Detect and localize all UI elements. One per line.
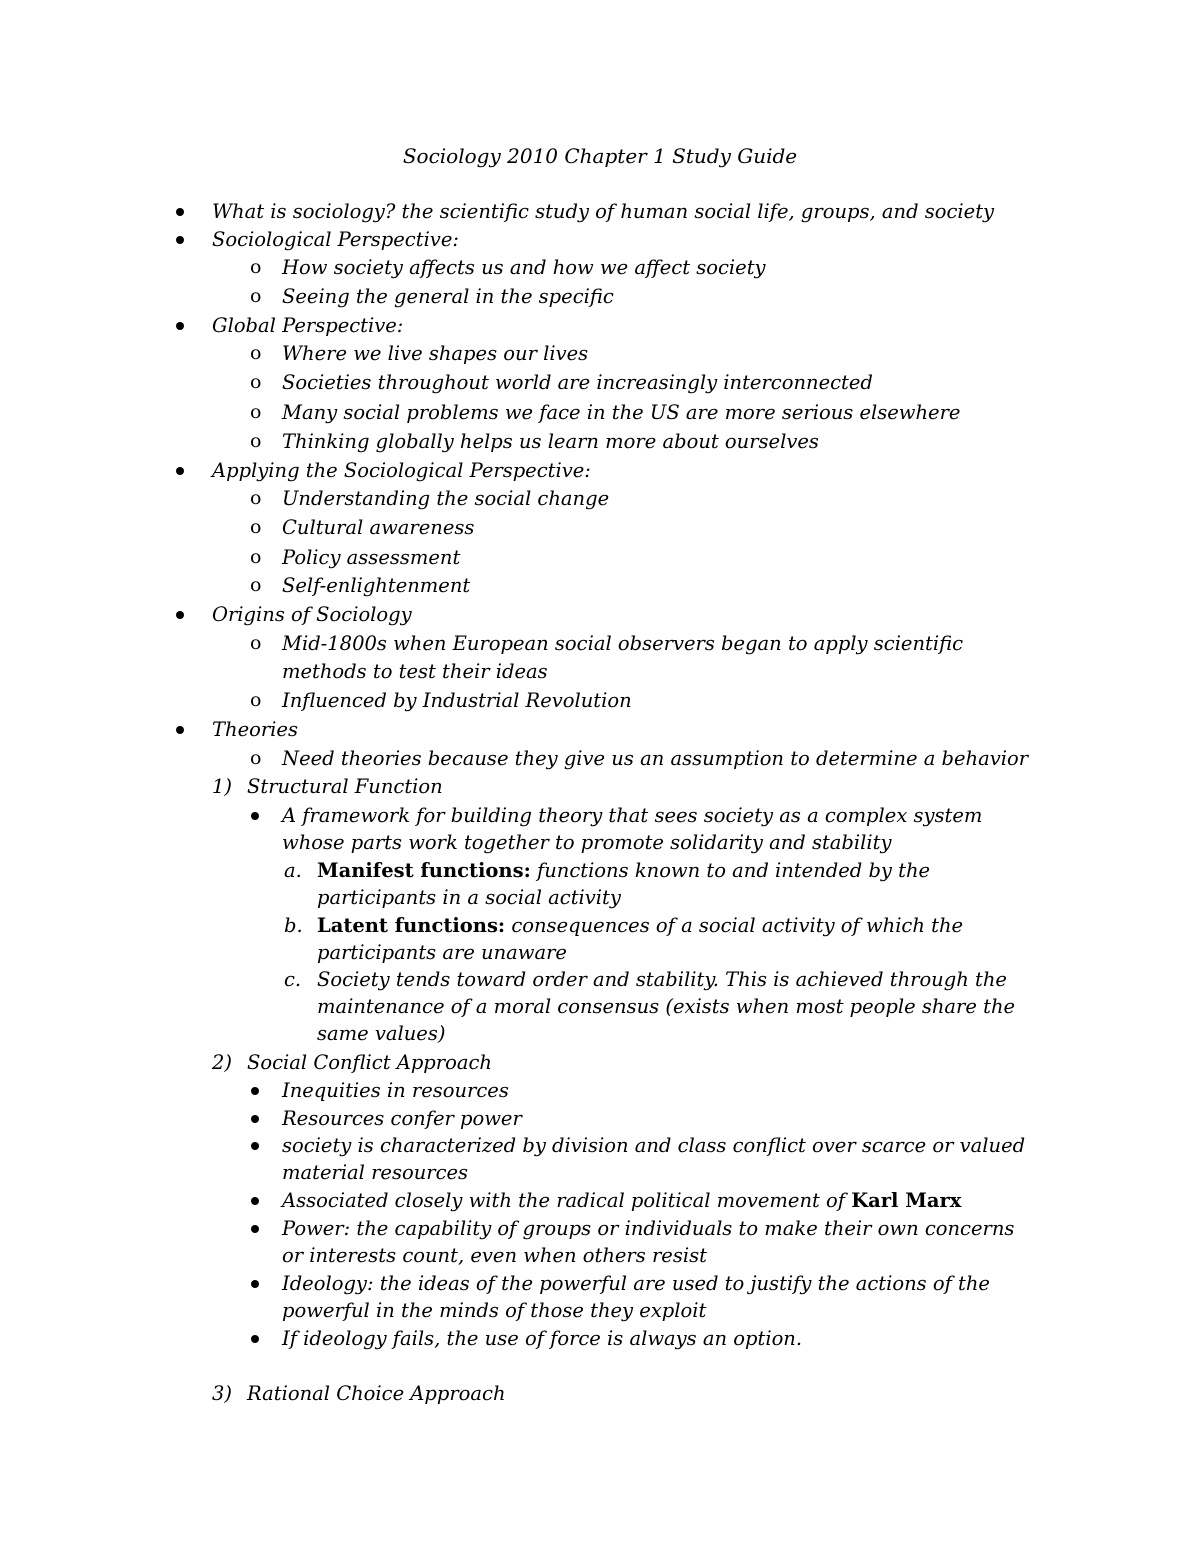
theory-structural-function: Structural Function: [247, 775, 443, 798]
list-item: Influenced by Industrial Revolution: [282, 689, 632, 712]
list-item: A framework for building theory that sees society as a complex system: [282, 804, 983, 827]
list-item-continuation: methods to test their ideas: [282, 660, 548, 683]
list-item-continuation: same values): [317, 1022, 446, 1045]
list-item-continuation: maintenance of a moral consensus (exists when most people share the: [317, 995, 1016, 1018]
list-item: Cultural awareness: [282, 516, 475, 539]
sub-bullet-marker: o: [250, 401, 262, 423]
sub-bullet-marker: o: [250, 747, 262, 769]
theory-social-conflict: Social Conflict Approach: [247, 1051, 492, 1074]
list-item: How society affects us and how we affect society: [282, 256, 766, 279]
term-definition: consequences of a social activity of which the: [505, 914, 964, 937]
bullet-dot: [251, 1225, 259, 1233]
item-sociological-perspective: Sociological Perspective:: [212, 228, 459, 251]
letter-marker: a.: [284, 859, 302, 882]
bullet-dot: [176, 611, 184, 619]
sub-bullet-marker: o: [250, 371, 262, 393]
sub-bullet-marker: o: [250, 487, 262, 509]
list-item: Where we live shapes our lives: [282, 342, 589, 365]
item-origins: Origins of Sociology: [212, 603, 412, 626]
list-item: Thinking globally helps us learn more about ourselves: [282, 430, 819, 453]
term-definition: functions known to and intended by the: [530, 859, 931, 882]
bullet-dot: [251, 1280, 259, 1288]
list-item: Ideology: the ideas of the powerful are used to justify the actions of the: [282, 1272, 990, 1295]
list-item: Seeing the general in the specific: [282, 285, 614, 308]
latent-functions-item: [317, 912, 963, 939]
item-theories: Theories: [212, 718, 298, 741]
list-item: Resources confer power: [282, 1107, 522, 1130]
sub-bullet-marker: o: [250, 285, 262, 307]
sub-bullet-marker: o: [250, 689, 262, 711]
list-item: Mid-1800s when European social observers began to apply scientific: [282, 632, 964, 655]
bullet-dot: [176, 726, 184, 734]
sub-bullet-marker: o: [250, 342, 262, 364]
list-item: If ideology fails, the use of force is always an option.: [282, 1327, 803, 1350]
list-item: Understanding the social change: [282, 487, 610, 510]
sub-bullet-marker: o: [250, 256, 262, 278]
list-item: Society tends toward order and stability. This is achieved through the: [317, 968, 1007, 991]
sub-bullet-marker: o: [250, 632, 262, 654]
bullet-dot: [251, 1087, 259, 1095]
term-bold: Manifest functions:: [317, 859, 531, 882]
bullet-dot: [251, 1335, 259, 1343]
item-global-perspective: Global Perspective:: [212, 314, 404, 337]
bullet-dot: [176, 322, 184, 330]
list-item: Many social problems we face in the US are more serious elsewhere: [282, 401, 961, 424]
bullet-dot: [251, 1197, 259, 1205]
term-bold: Karl Marx: [851, 1189, 962, 1212]
list-item-continuation: participants are unaware: [317, 941, 567, 964]
list-item: Need theories because they give us an assumption to determine a behavior: [282, 747, 1029, 770]
list-item-continuation: or interests count, even when others resist: [282, 1244, 707, 1267]
list-item: Inequities in resources: [282, 1079, 509, 1102]
bullet-dot: [176, 467, 184, 475]
list-item: Societies throughout world are increasingly interconnected: [282, 371, 873, 394]
item-applying-perspective: Applying the Sociological Perspective:: [212, 459, 591, 482]
manifest-functions-item: [317, 857, 930, 884]
bullet-dot: [251, 1142, 259, 1150]
sub-bullet-marker: o: [250, 516, 262, 538]
sub-bullet-marker: o: [250, 546, 262, 568]
list-item-continuation: participants in a social activity: [317, 886, 621, 909]
theory-rational-choice: Rational Choice Approach: [247, 1382, 506, 1405]
bullet-dot: [176, 208, 184, 216]
bullet-dot: [251, 812, 259, 820]
bullet-dot: [251, 1115, 259, 1123]
numbered-marker: 3): [212, 1382, 233, 1405]
list-item-continuation: whose parts work together to promote solidarity and stability: [282, 831, 892, 854]
list-item: Self-enlightenment: [282, 574, 471, 597]
list-item-continuation: material resources: [282, 1161, 469, 1184]
sub-bullet-marker: o: [250, 574, 262, 596]
list-item-continuation: powerful in the minds of those they exploit: [282, 1299, 707, 1322]
list-item: society is characterized by division and class conflict over scarce or valued: [282, 1134, 1026, 1157]
bullet-dot: [176, 236, 184, 244]
list-item-text: Associated closely with the radical political movement of: [282, 1189, 852, 1212]
item-what-is-sociology: What is sociology? the scientific study of human social life, groups, and society: [212, 200, 995, 223]
numbered-marker: 1): [212, 775, 233, 798]
document-title: Sociology 2010 Chapter 1 Study Guide: [402, 144, 798, 168]
karl-marx-item: [282, 1187, 961, 1214]
letter-marker: b.: [284, 914, 303, 937]
list-item: Power: the capability of groups or individuals to make their own concerns: [282, 1217, 1015, 1240]
sub-bullet-marker: o: [250, 430, 262, 452]
letter-marker: c.: [284, 968, 302, 991]
list-item: Policy assessment: [282, 546, 461, 569]
numbered-marker: 2): [212, 1051, 233, 1074]
term-bold: Latent functions:: [317, 914, 506, 937]
